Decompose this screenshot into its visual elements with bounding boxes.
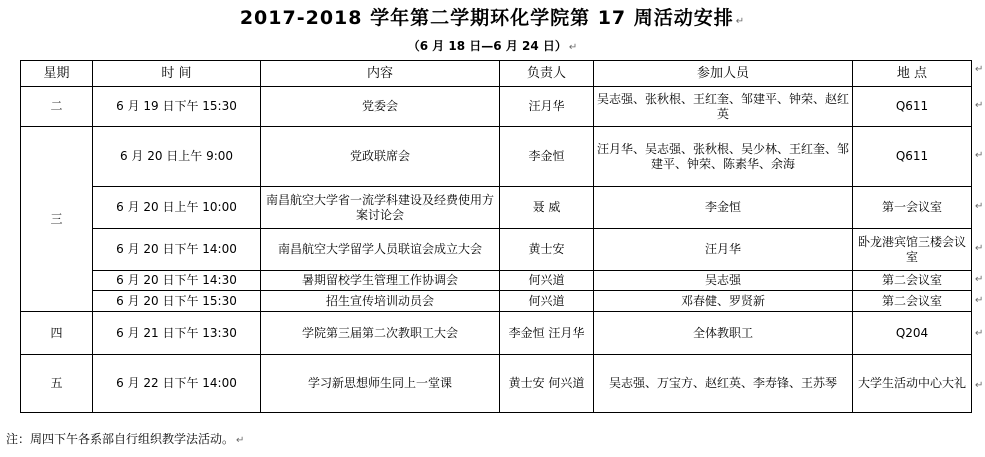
- participants-cell: 汪月华、吴志强、张秋根、吴少林、王红奎、邹建平、钟荣、陈素华、余海: [594, 127, 853, 187]
- time-cell: 6 月 21 日下午 13:30: [93, 312, 261, 355]
- content-cell: 南昌航空大学省一流学科建设及经费使用方案讨论会: [261, 187, 500, 229]
- location-cell: 第一会议室: [853, 187, 972, 229]
- table-header-row: [21, 61, 972, 87]
- location-cell: 第二会议室: [853, 291, 972, 312]
- table-row: [21, 271, 972, 291]
- header-time: 时 间: [93, 61, 261, 87]
- footnote-text: 注：周四下午各系部自行组织教学法活动。: [6, 432, 235, 446]
- row-end-mark-icon: ↵: [975, 100, 984, 111]
- time-cell: 6 月 20 日下午 15:30: [93, 291, 261, 312]
- header-participants: 参加人员: [594, 61, 853, 87]
- row-end-mark-icon: ↵: [975, 380, 984, 391]
- header-day: 星期: [21, 61, 93, 87]
- row-end-mark-icon: ↵: [975, 243, 984, 254]
- content-cell: 党政联席会: [261, 127, 500, 187]
- location-cell: 大学生活动中心大礼: [853, 355, 972, 413]
- header-content: 内容: [261, 61, 500, 87]
- leader-cell: 黄士安 何兴道: [500, 355, 594, 413]
- footnote: [6, 430, 244, 447]
- location-cell: 第二会议室: [853, 271, 972, 291]
- header-location: 地 点: [853, 61, 972, 87]
- table-row: [21, 291, 972, 312]
- content-cell: 招生宣传培训动员会: [261, 291, 500, 312]
- participants-cell: 全体教职工: [594, 312, 853, 355]
- participants-cell: 吴志强、张秋根、王红奎、邹建平、钟荣、赵红英: [594, 87, 853, 127]
- location-cell: Q204: [853, 312, 972, 355]
- participants-cell: 吴志强、万宝方、赵红英、李寿锋、王苏琴: [594, 355, 853, 413]
- page-title: [0, 3, 985, 30]
- participants-cell: 李金恒: [594, 187, 853, 229]
- table-row: [21, 312, 972, 355]
- location-cell: 卧龙港宾馆三楼会议室: [853, 229, 972, 271]
- row-end-mark-icon: ↵: [975, 295, 984, 306]
- leader-cell: 李金恒 汪月华: [500, 312, 594, 355]
- row-end-mark-icon: ↵: [975, 201, 984, 212]
- title-text: 2017-2018 学年第二学期环化学院第 17 周活动安排: [239, 7, 734, 29]
- row-end-mark-icon: ↵: [975, 274, 984, 285]
- row-end-mark-icon: ↵: [975, 64, 984, 75]
- day-cell: 二: [21, 87, 93, 127]
- leader-cell: 何兴道: [500, 291, 594, 312]
- table-row: [21, 127, 972, 187]
- time-cell: 6 月 22 日下午 14:00: [93, 355, 261, 413]
- day-cell: 四: [21, 312, 93, 355]
- content-cell: 暑期留校学生管理工作协调会: [261, 271, 500, 291]
- time-cell: 6 月 20 日上午 9:00: [93, 127, 261, 187]
- day-cell: 五: [21, 355, 93, 413]
- day-cell: 三: [21, 127, 93, 312]
- content-cell: 学习新思想师生同上一堂课: [261, 355, 500, 413]
- table-row: [21, 87, 972, 127]
- participants-cell: 邓春健、罗贤新: [594, 291, 853, 312]
- leader-cell: 何兴道: [500, 271, 594, 291]
- row-end-mark-icon: ↵: [975, 150, 984, 161]
- leader-cell: 黄士安: [500, 229, 594, 271]
- leader-cell: 聂 威: [500, 187, 594, 229]
- time-cell: 6 月 20 日下午 14:30: [93, 271, 261, 291]
- time-cell: 6 月 20 日下午 14:00: [93, 229, 261, 271]
- participants-cell: 吴志强: [594, 271, 853, 291]
- content-cell: 党委会: [261, 87, 500, 127]
- leader-cell: 汪月华: [500, 87, 594, 127]
- time-cell: 6 月 19 日下午 15:30: [93, 87, 261, 127]
- table-row: [21, 187, 972, 229]
- leader-cell: 李金恒: [500, 127, 594, 187]
- content-cell: 学院第三届第二次教职工大会: [261, 312, 500, 355]
- page-subtitle: [0, 37, 985, 54]
- location-cell: Q611: [853, 87, 972, 127]
- time-cell: 6 月 20 日上午 10:00: [93, 187, 261, 229]
- content-cell: 南昌航空大学留学人员联谊会成立大会: [261, 229, 500, 271]
- table-row: [21, 229, 972, 271]
- location-cell: Q611: [853, 127, 972, 187]
- row-end-mark-icon: ↵: [975, 328, 984, 339]
- participants-cell: 汪月华: [594, 229, 853, 271]
- header-leader: 负责人: [500, 61, 594, 87]
- schedule-table: [20, 60, 972, 413]
- subtitle-text: （6 月 18 日—6 月 24 日）: [407, 39, 567, 53]
- paragraph-mark-icon: ↵: [568, 42, 578, 53]
- paragraph-mark-icon: ↵: [735, 16, 746, 27]
- table-row: [21, 355, 972, 413]
- paragraph-mark-icon: ↵: [236, 435, 245, 446]
